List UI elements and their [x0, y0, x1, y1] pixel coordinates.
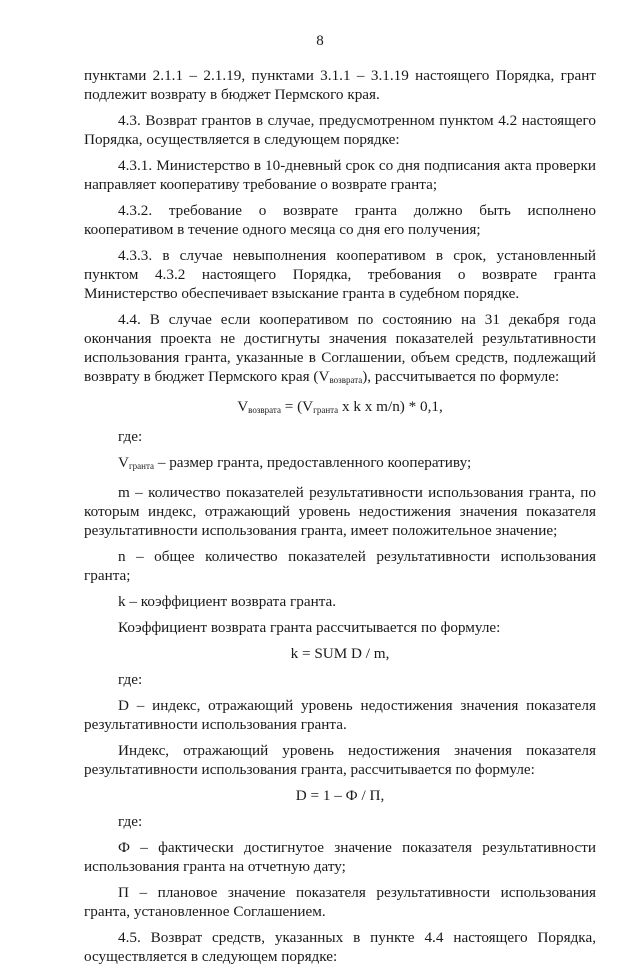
paragraph-4-3-2: 4.3.2. требование о возврате гранта должно быть исполнено кооперативом в течение одного месяца со дня его получения;	[84, 202, 596, 238]
page-number: 8	[316, 33, 324, 49]
formula-end: x k x m/n) * 0,1,	[338, 398, 443, 415]
formula-return-volume	[84, 397, 596, 420]
paragraph-4-3-3: 4.3.3. в случае невыполнения кооперативом в срок, установленный пунктом 4.3.2 настоящего Порядка, требования о возврате гранта Министерство обеспечивает взыскание гранта в судебном порядке.	[84, 247, 596, 302]
where-label: где:	[118, 813, 143, 830]
paragraph-continuation: пунктами 2.1.1 – 2.1.19, пунктами 3.1.1 – 3.1.19 настоящего Порядка, грант подлежит возврату в бюджет Пермского края.	[84, 67, 596, 103]
definition-v-granta	[84, 453, 596, 476]
paragraph-4-4	[84, 310, 596, 390]
paragraph-4-3-1: 4.3.1. Министерство в 10-дневный срок со дня подписания акта проверки направляет кооперативу требование о возврате гранта;	[84, 157, 596, 193]
paragraph-index: Индекс, отражающий уровень недостижения значения показателя результативности использования гранта, рассчитывается по формуле:	[84, 742, 596, 778]
formula-sub-vozvrata: возврата	[248, 405, 281, 415]
formula-sub-granta: гранта	[313, 405, 339, 415]
definition-v: V	[118, 454, 129, 471]
formula-index: D = 1 – Ф / П,	[295, 787, 385, 804]
paragraph-4-3: 4.3. Возврат грантов в случае, предусмотренном пунктом 4.2 настоящего Порядка, осуществляется в следующем порядке:	[84, 112, 596, 148]
paragraph-4-4-text: 4.4. В случае если кооперативом по состоянию на 31 декабря года окончания проекта не достигнуты значения показателей результативности использования гранта, указанные в Соглашении, объем средств, подлежащий возврату в бюджет Пермского края (V	[84, 311, 596, 385]
document-body	[84, 66, 596, 973]
formula-mid: = (V	[280, 398, 314, 415]
definition-d: D – индекс, отражающий уровень недостижения значения показателя результативности использования гранта.	[84, 697, 596, 733]
paragraph-4-5: 4.5. Возврат средств, указанных в пункте 4.4 настоящего Порядка, осуществляется в следующем порядке:	[84, 929, 596, 965]
subscript-vozvrata: возврата	[329, 375, 363, 385]
definition-p: П – плановое значение показателя результативности использования гранта, установленное Соглашением.	[84, 884, 596, 920]
formula-v: V	[237, 398, 249, 415]
formula-coefficient: k = SUM D / m,	[290, 645, 390, 662]
definition-v-tail: – размер гранта, предоставленного кооперативу;	[154, 454, 472, 471]
paragraph-4-4-tail: ), рассчитывается по формуле:	[362, 368, 560, 385]
definition-n: n – общее количество показателей результативности использования гранта;	[84, 548, 596, 584]
where-label: где:	[118, 671, 143, 688]
paragraph-coefficient: Коэффициент возврата гранта рассчитывается по формуле:	[118, 619, 501, 636]
definition-m: m – количество показателей результативности использования гранта, по которым индекс, отражающий уровень недостижения значения показателя результативности использования гранта, имеет положительное значение;	[84, 484, 596, 539]
where-label: где:	[118, 428, 143, 445]
definition-sub-granta: гранта	[128, 461, 155, 471]
definition-f: Ф – фактически достигнутое значение показателя результативности использования гранта на отчетную дату;	[84, 839, 596, 875]
definition-k: k – коэффициент возврата гранта.	[118, 593, 337, 610]
